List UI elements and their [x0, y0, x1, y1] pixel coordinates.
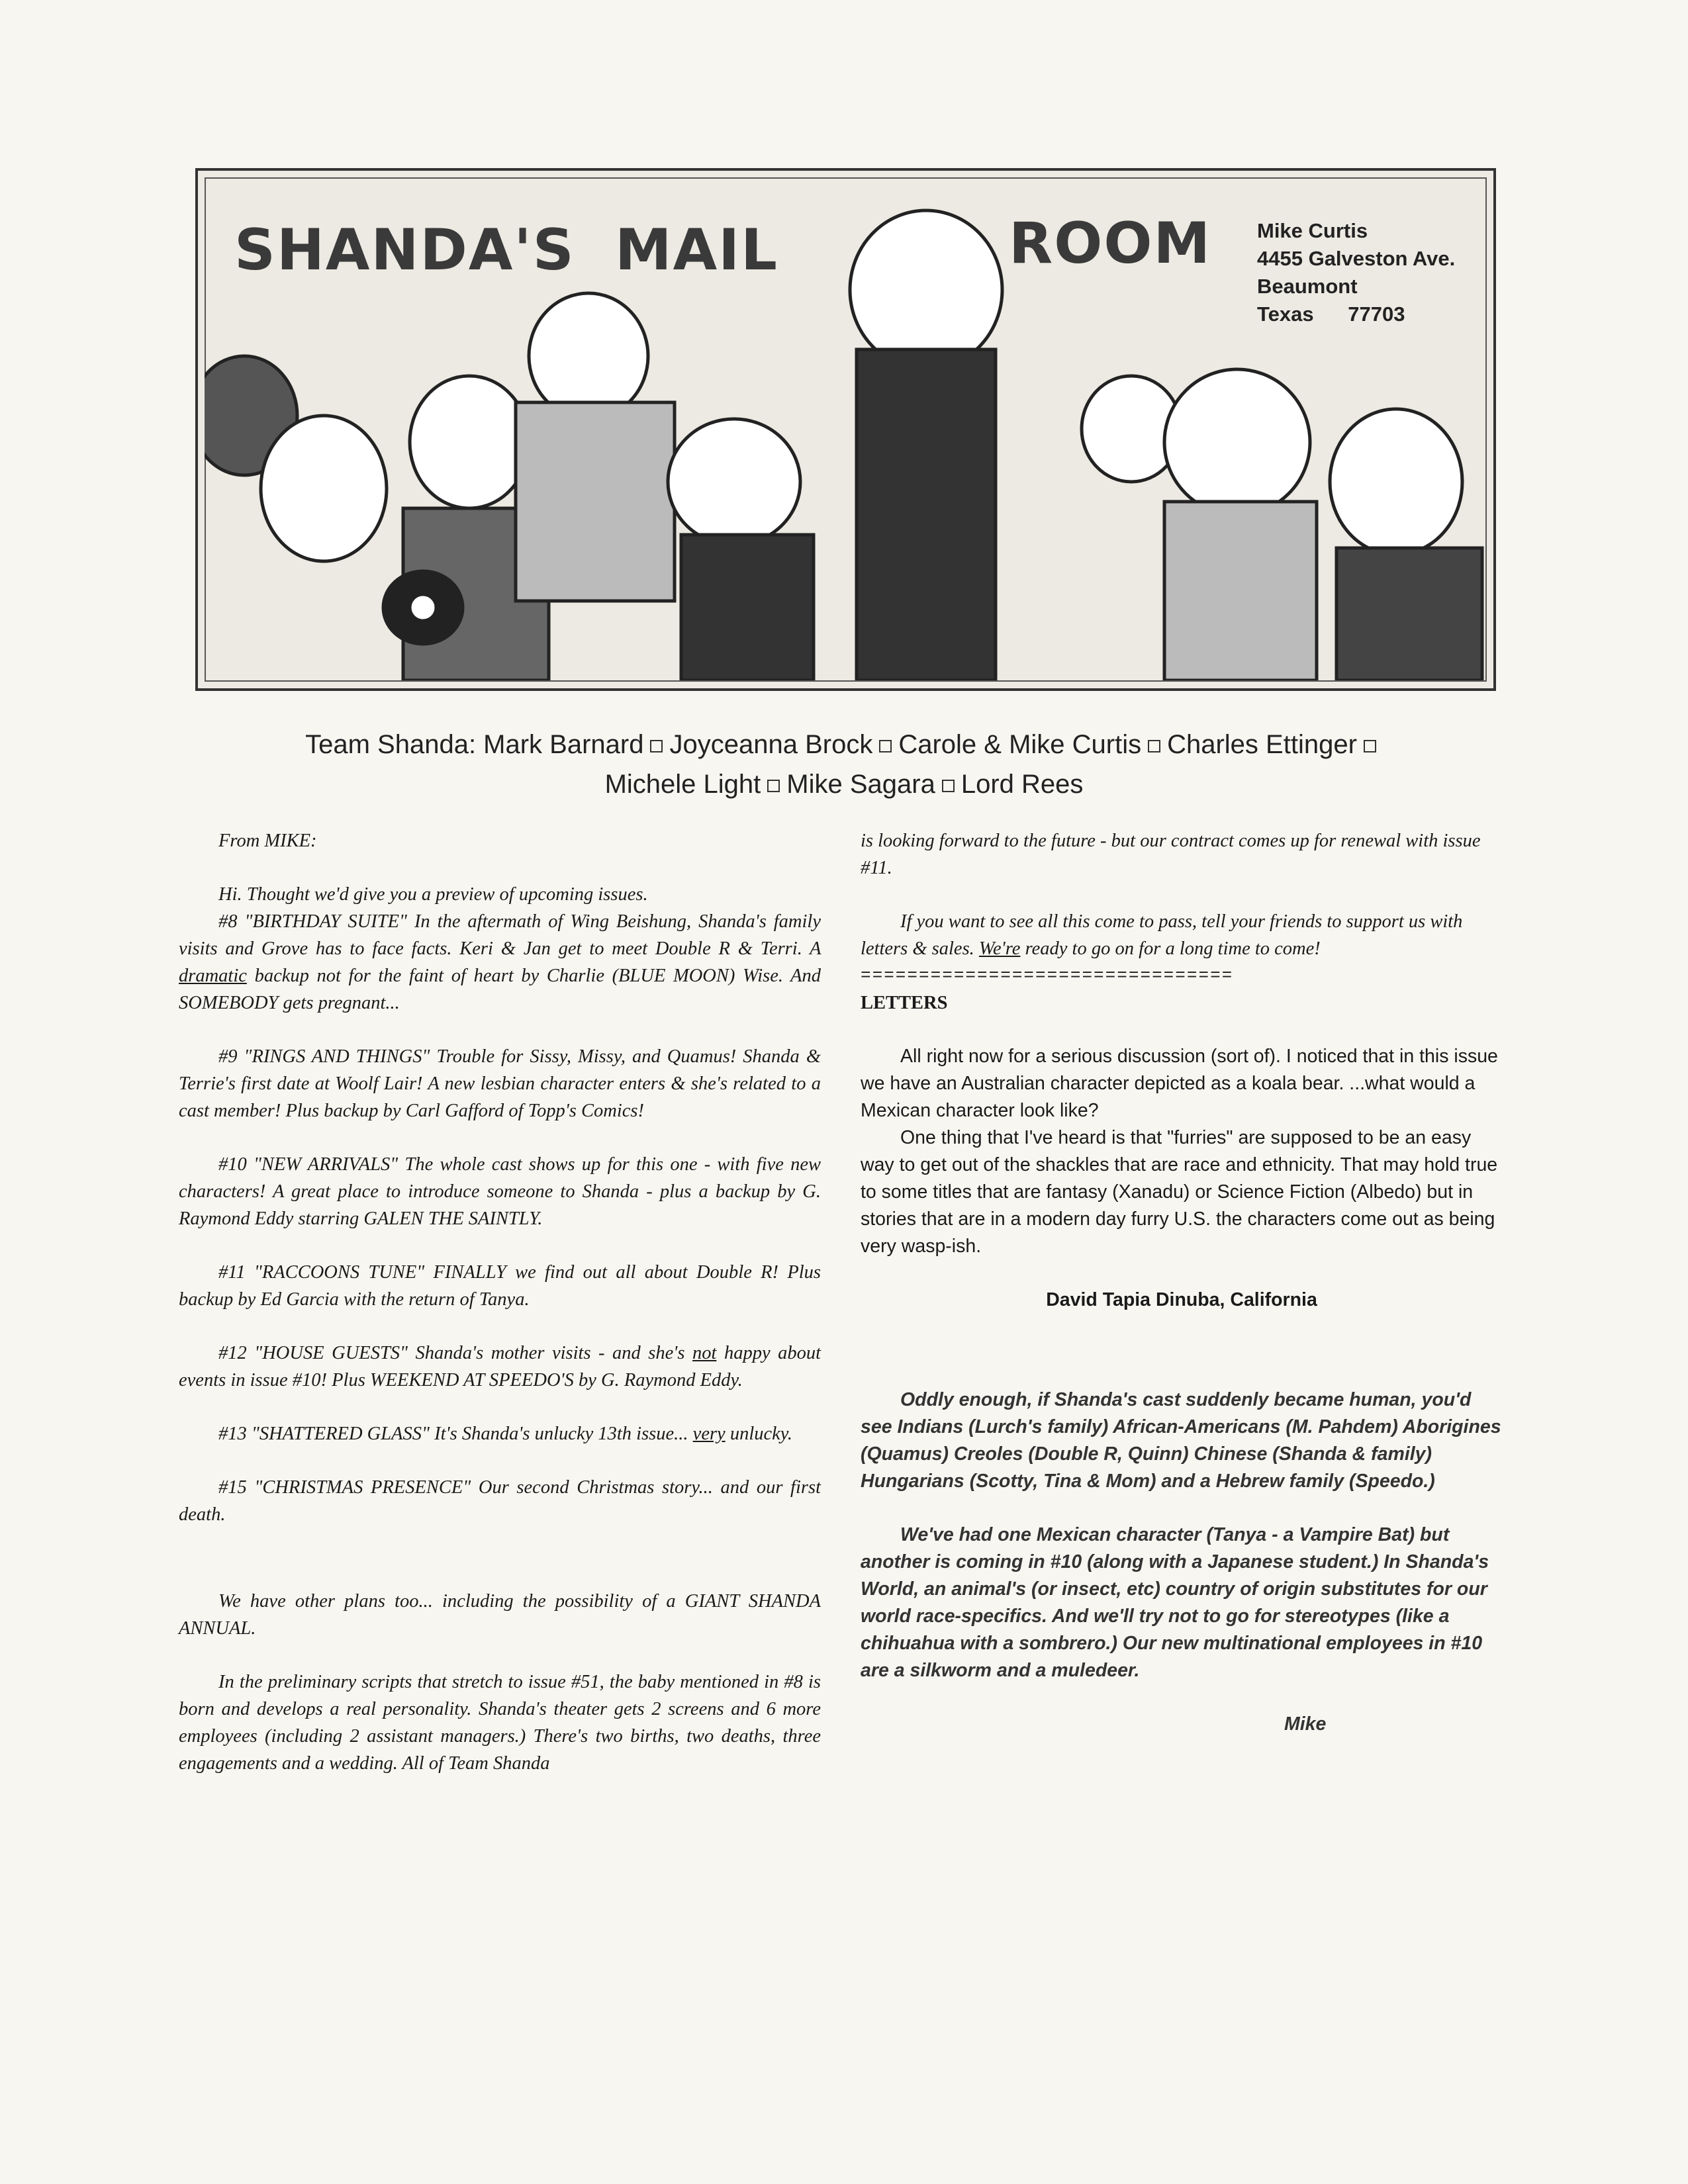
- issue-13-emphasis: very: [692, 1424, 726, 1444]
- support-paragraph: [861, 908, 1503, 962]
- team-member: Mike Sagara: [786, 770, 935, 799]
- address-line: Mike Curtis: [1257, 219, 1368, 242]
- separator-box-icon: [942, 780, 955, 792]
- issue-10-paragraph: #10 "NEW ARRIVALS" The whole cast shows up for this one - with five new characters! A great place to introduce someone to Shanda - plus a backup by G. Raymond Eddy starring GALEN THE SAINTLY.: [179, 1154, 821, 1229]
- plans-paragraph: We have other plans too... including the possibility of a GIANT SHANDA ANNUAL.: [179, 1591, 821, 1639]
- reply-paragraph-1: Oddly enough, if Shanda's cast suddenly became human, you'd see Indians (Lurch's family) African-Americans (M. Pahdem) Aborigines (Quamus) Creoles (Double R, Quinn) Chinese (Shanda & family) Hungarians (Scotty, Tina & Mom) and a Hebrew family (Speedo.): [861, 1389, 1501, 1492]
- team-line-2: [185, 764, 1503, 804]
- team-member: Charles Ettinger: [1167, 730, 1357, 759]
- issue-8-paragraph: [179, 908, 821, 1017]
- separator-box-icon: [879, 740, 892, 752]
- issue-15-paragraph: #15 "CHRISTMAS PRESENCE" Our second Christmas story... and our first death.: [179, 1477, 821, 1525]
- scripts-paragraph: In the preliminary scripts that stretch to issue #51, the baby mentioned in #8 is born and develops a real personality. Shanda's theater gets 2 screens and 6 more employees (including 2 assistant managers.) There's two births, two deaths, three engagements and a wedding. All of Team Shanda: [179, 1672, 821, 1774]
- from-mike-heading: From MIKE:: [218, 831, 317, 851]
- support-emphasis: We're: [978, 938, 1021, 959]
- issue-13-paragraph: [179, 1420, 821, 1447]
- issue-12-paragraph: [179, 1340, 821, 1394]
- team-credits: [185, 725, 1503, 804]
- masthead-title-shandas: SHANDA'S: [234, 217, 575, 283]
- team-member: Michele Light: [604, 770, 761, 799]
- letter-signature: David Tapia Dinuba, California: [1046, 1289, 1317, 1310]
- team-prefix: Team Shanda: Mark Barnard: [305, 730, 644, 759]
- mailing-address: [1257, 217, 1455, 328]
- address-line: Beaumont: [1257, 275, 1358, 298]
- address-line: Texas 77703: [1257, 302, 1405, 326]
- separator-box-icon: [767, 780, 780, 792]
- issue-8-text-end: backup not for the faint of heart by Charlie (BLUE MOON) Wise. And SOMEBODY gets pregnant...: [179, 966, 821, 1013]
- issue-11-paragraph: #11 "RACCOONS TUNE" FINALLY we find out all about Double R! Plus backup by Ed Garcia with the return of Tanya.: [179, 1262, 821, 1310]
- intro-paragraph: Hi. Thought we'd give you a preview of upcoming issues.: [218, 884, 648, 905]
- reply-paragraph-2: We've had one Mexican character (Tanya - a Vampire Bat) but another is coming in #10 (along with a Japanese student.) In Shanda's World, an animal's (or insect, etc) country of origin substitutes for our world race-specifics. And we'll try not to go for stereotypes (like a chihuahua with a sombrero.) Our new multinational employees in #10 are a silkworm and a muledeer.: [861, 1524, 1489, 1681]
- issue-13-text: #13 "SHATTERED GLASS" It's Shanda's unlucky 13th issue...: [218, 1424, 688, 1444]
- team-member: Lord Rees: [961, 770, 1084, 799]
- team-member: Joyceanna Brock: [669, 730, 873, 759]
- letter-paragraph-1: All right now for a serious discussion (sort of). I noticed that in this issue we have an Australian character depicted as a koala bear. ...what would a Mexican character look like?: [861, 1046, 1498, 1121]
- left-column: [179, 827, 821, 1803]
- masthead-banner: [195, 168, 1496, 691]
- masthead-title-room: ROOM: [1009, 210, 1212, 277]
- separator-box-icon: [1148, 740, 1160, 752]
- masthead-title-mail: MAIL: [615, 217, 778, 283]
- issue-12-text-end: happy about events in issue #10! Plus WEEKEND AT SPEEDO'S by G. Raymond Eddy.: [179, 1343, 821, 1390]
- continued-paragraph: is looking forward to the future - but our contract comes up for renewal with issue #11.: [861, 831, 1481, 878]
- separator-box-icon: [1364, 740, 1376, 752]
- issue-13-text-end: unlucky.: [729, 1424, 793, 1444]
- letter-paragraph-2: One thing that I've heard is that "furries" are supposed to be an easy way to get out of the shackles that are race and ethnicity. That may hold true to some titles that are fantasy (Xanadu) or Science Fiction (Albedo) but in stories that are in a modern day furry U.S. the characters come out as being very wasp-ish.: [861, 1127, 1498, 1257]
- issue-12-emphasis: not: [692, 1343, 717, 1363]
- letters-heading: LETTERS: [861, 993, 948, 1013]
- section-divider: ================================: [861, 966, 1234, 985]
- team-line-1: [185, 725, 1503, 764]
- support-text-end: ready to go on for a long time to come!: [1025, 938, 1321, 959]
- issue-8-text: #8 "BIRTHDAY SUITE" In the aftermath of Wing Beishung, Shanda's family visits and Grove has to face facts. Keri & Jan get to meet Double R & Terri. A: [179, 911, 821, 959]
- issue-12-text: #12 "HOUSE GUESTS" Shanda's mother visits - and she's: [218, 1343, 685, 1363]
- issue-8-emphasis: dramatic: [179, 966, 247, 986]
- support-text: If you want to see all this come to pass, tell your friends to support us with letters & sales.: [861, 911, 1463, 959]
- reply-signature: Mike: [1284, 1713, 1327, 1735]
- separator-box-icon: [650, 740, 663, 752]
- address-line: 4455 Galveston Ave.: [1257, 247, 1456, 270]
- right-column: [861, 827, 1503, 1764]
- issue-9-paragraph: #9 "RINGS AND THINGS" Trouble for Sissy, Missy, and Quamus! Shanda & Terrie's first date at Woolf Lair! A new lesbian character enters & she's related to a cast member! Plus backup by Carl Gafford of Topp's Comics!: [179, 1046, 821, 1121]
- team-member: Carole & Mike Curtis: [898, 730, 1142, 759]
